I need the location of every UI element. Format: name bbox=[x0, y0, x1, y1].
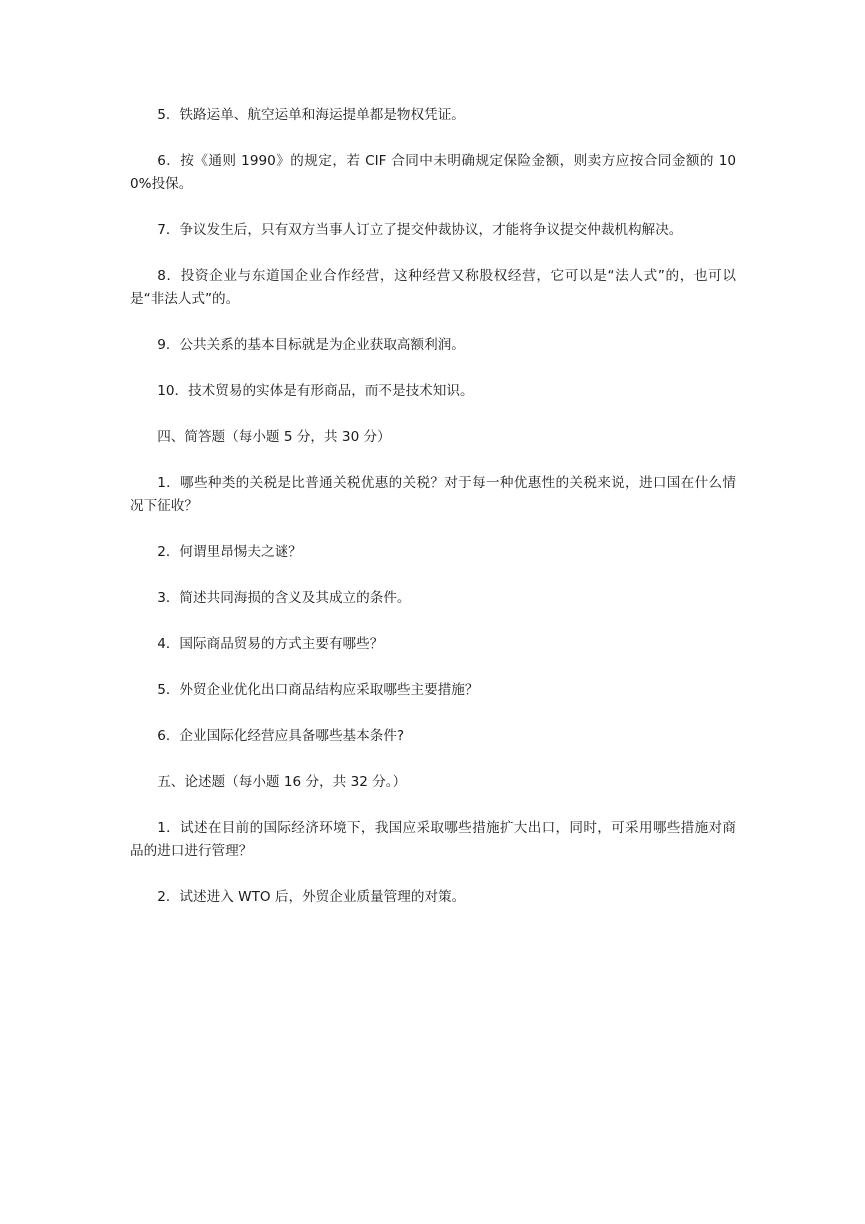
short-answer-item-3: 3．简述共同海损的含义及其成立的条件。 bbox=[157, 590, 411, 606]
short-answer-item-4: 4．国际商品贸易的方式主要有哪些？ bbox=[157, 636, 384, 652]
true-false-item-6: 6．按《通则 1990》的规定，若 CIF 合同中未明确规定保险金额，则卖方应按合同金额的 100%投保。 bbox=[130, 153, 736, 192]
section-heading-essay: 五、论述题（每小题 16 分，共 32 分。） bbox=[157, 774, 407, 790]
true-false-item-5: 5．铁路运单、航空运单和海运提单都是物权凭证。 bbox=[157, 107, 465, 123]
short-answer-item-6: 6．企业国际化经营应具备哪些基本条件? bbox=[157, 728, 405, 744]
true-false-item-10: 10．技术贸易的实体是有形商品，而不是技术知识。 bbox=[157, 383, 474, 399]
true-false-item-9: 9．公共关系的基本目标就是为企业获取高额利润。 bbox=[157, 337, 465, 353]
short-answer-item-5: 5．外贸企业优化出口商品结构应采取哪些主要措施？ bbox=[157, 682, 479, 698]
essay-item-2: 2．试述进入 WTO 后，外贸企业质量管理的对策。 bbox=[157, 889, 466, 905]
short-answer-item-2: 2．何谓里昂惕夫之谜？ bbox=[157, 544, 302, 560]
true-false-item-7: 7．争议发生后，只有双方当事人订立了提交仲裁协议，才能将争议提交仲裁机构解决。 bbox=[157, 222, 683, 238]
document-body bbox=[130, 104, 736, 932]
essay-item-1: 1．试述在目前的国际经济环境下，我国应采取哪些措施扩大出口，同时，可采用哪些措施对商品的进口进行管理？ bbox=[130, 820, 736, 859]
true-false-item-8: 8．投资企业与东道国企业合作经营，这种经营又称股权经营，它可以是“法人式”的，也可以是“非法人式”的。 bbox=[130, 268, 736, 307]
short-answer-item-1: 1．哪些种类的关税是比普通关税优惠的关税？对于每一种优惠性的关税来说，进口国在什么情况下征收？ bbox=[130, 475, 736, 514]
section-heading-short-answer: 四、简答题（每小题 5 分，共 30 分） bbox=[157, 429, 391, 445]
